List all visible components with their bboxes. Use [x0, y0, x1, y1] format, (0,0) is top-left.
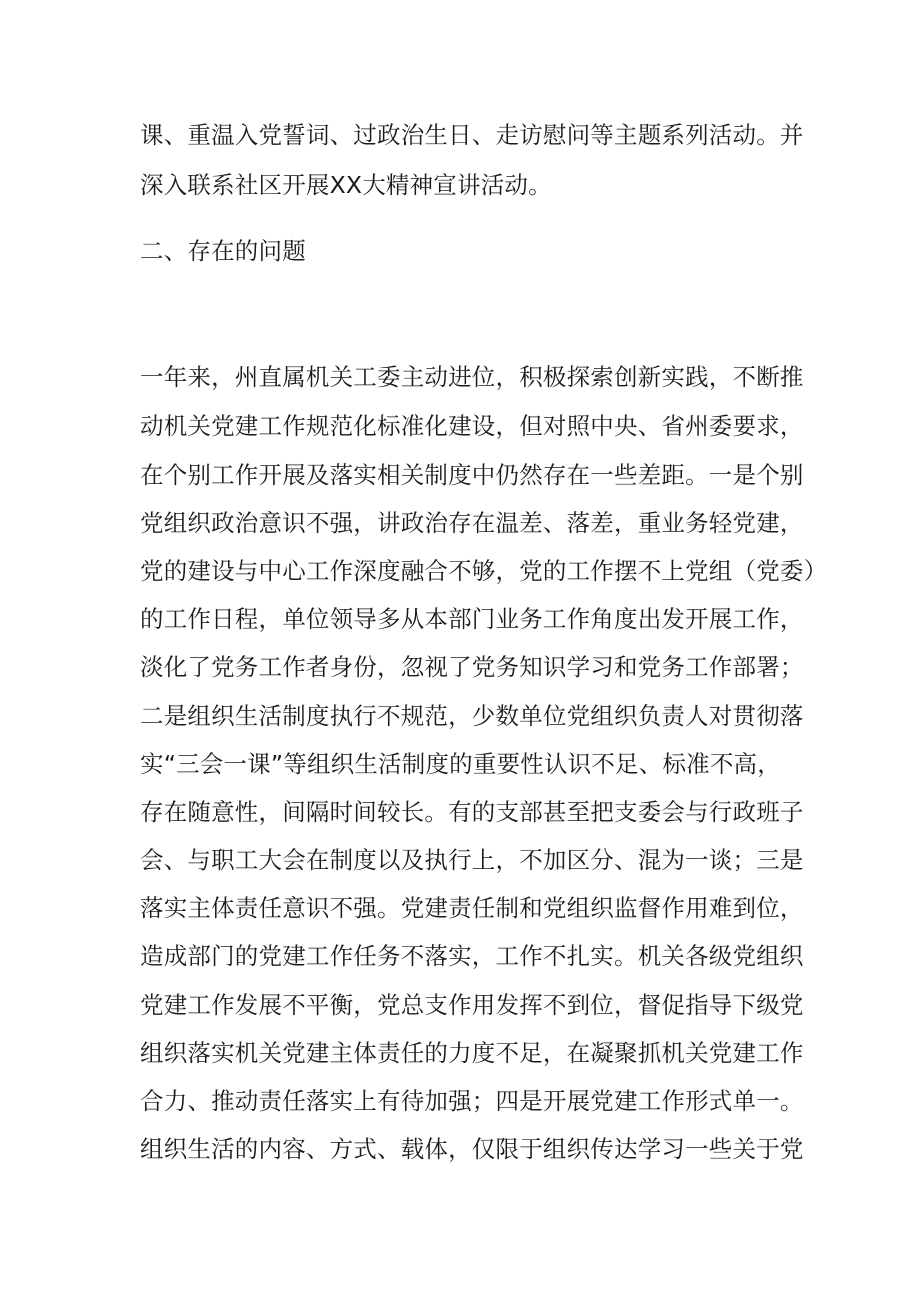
paragraph-2-line-8: 二是组织生活制度执行不规范，少数单位党组织负责人对贯彻落	[140, 702, 804, 730]
paragraph-2-line-7: 淡化了党务工作者身份，忽视了党务知识学习和党务工作部署；	[140, 653, 804, 681]
paragraph-2-line-15: 组织落实机关党建主体责任的力度不足，在凝聚抓机关党建工作	[140, 1039, 804, 1067]
paragraph-2-line-4: 党组织政治意识不强，讲政治存在温差、落差，重业务轻党建，	[140, 509, 804, 537]
paragraph-2-line-11: 会、与职工大会在制度以及执行上，不加区分、混为一谈；三是	[140, 846, 804, 874]
paragraph-2-line-3: 在个别工作开展及落实相关制度中仍然存在一些差距。一是个别	[140, 461, 804, 489]
paragraph-2-line-17: 组织生活的内容、方式、载体，仅限于组织传达学习一些关于党	[140, 1135, 804, 1163]
section-heading: 二、存在的问题	[140, 237, 306, 265]
paragraph-1-line-2: 深入联系社区开展XX大精神宣讲活动。	[140, 171, 552, 199]
paragraph-2-line-5: 党的建设与中心工作深度融合不够，党的工作摆不上党组（党委）	[140, 557, 828, 585]
paragraph-2-line-13: 造成部门的党建工作任务不落实，工作不扎实。机关各级党组织	[140, 942, 804, 970]
paragraph-2-line-14: 党建工作发展不平衡，党总支作用发挥不到位，督促指导下级党	[140, 991, 804, 1019]
paragraph-2-line-2: 动机关党建工作规范化标准化建设，但对照中央、省州委要求，	[140, 412, 804, 440]
paragraph-2-line-10: 存在随意性，间隔时间较长。有的支部甚至把支委会与行政班子	[140, 798, 804, 826]
paragraph-2-line-16: 合力、推动责任落实上有待加强；四是开展党建工作形式单一。	[140, 1087, 804, 1115]
paragraph-1-line-1: 课、重温入党誓词、过政治生日、走访慰问等主题系列活动。并	[140, 121, 804, 149]
paragraph-2-line-9: 实“三会一课”等组织生活制度的重要性认识不足、标准不高，	[140, 750, 781, 778]
paragraph-2-line-1: 一年来，州直属机关工委主动进位，积极探索创新实践，不断推	[140, 363, 804, 391]
paragraph-2-line-12: 落实主体责任意识不强。党建责任制和党组织监督作用难到位，	[140, 894, 804, 922]
paragraph-2-line-6: 的工作日程，单位领导多从本部门业务工作角度出发开展工作，	[140, 605, 804, 633]
